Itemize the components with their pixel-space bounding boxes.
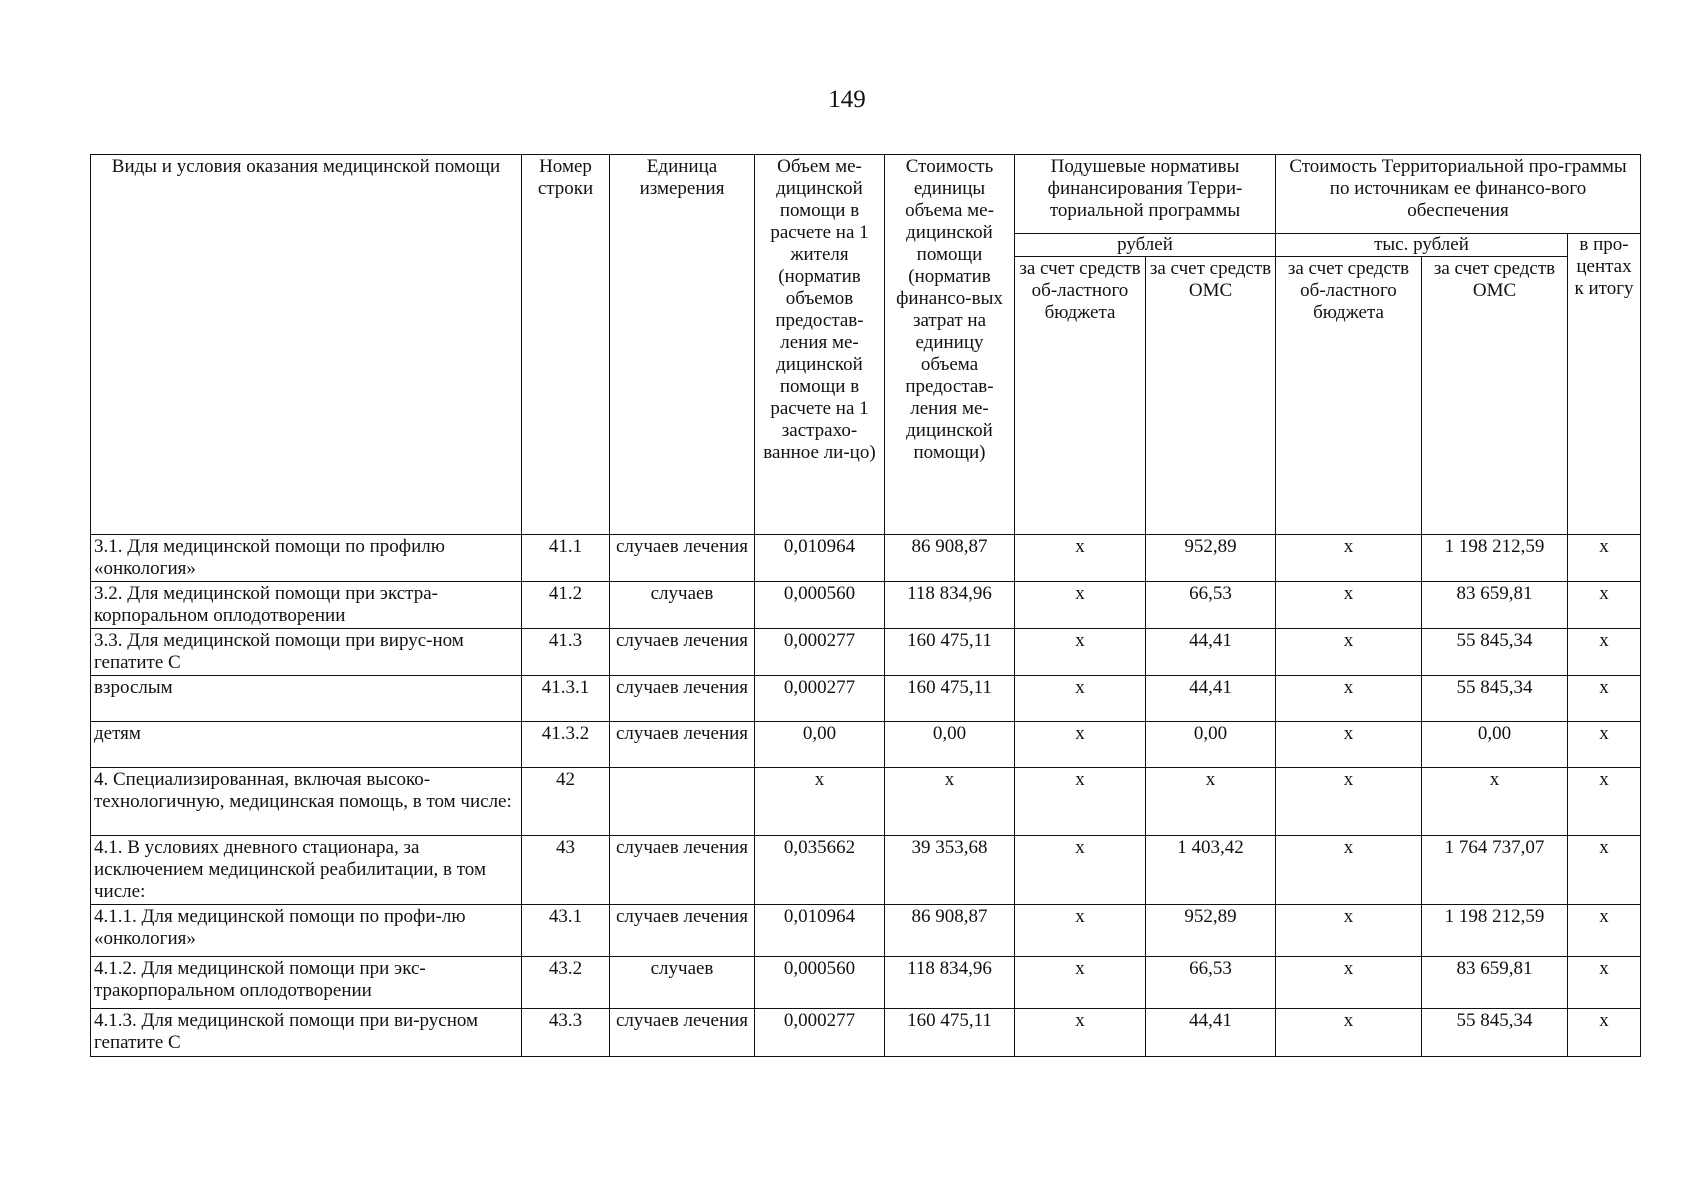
cell-cost-oms: х	[1422, 768, 1568, 836]
cell-volume: х	[755, 768, 885, 836]
table-row	[91, 957, 1641, 1009]
cell-unit: случаев	[610, 957, 755, 1009]
cell-name: взрослым	[91, 676, 522, 722]
page-number: 149	[828, 86, 866, 113]
cell-norm-oms: 66,53	[1146, 582, 1276, 629]
cell-norm-oms: 0,00	[1146, 722, 1276, 768]
cell-name: 4.1.3. Для медицинской помощи при ви-русном гепатите С	[91, 1009, 522, 1057]
cell-volume: 0,010964	[755, 535, 885, 582]
cell-norm-oms: 44,41	[1146, 629, 1276, 676]
cell-row-no: 41.3.1	[522, 676, 610, 722]
cell-percent: х	[1568, 836, 1641, 905]
cell-cost: 86 908,87	[885, 535, 1015, 582]
cell-cost-oms: 1 764 737,07	[1422, 836, 1568, 905]
header-norms-unit: рублей	[1015, 234, 1276, 257]
cell-unit	[610, 768, 755, 836]
cell-cost-regional: х	[1276, 582, 1422, 629]
cell-norm-oms: 952,89	[1146, 535, 1276, 582]
header-unit: Единица измерения	[610, 155, 755, 535]
cell-cost-oms: 0,00	[1422, 722, 1568, 768]
header-cost-oms: за счет средств ОМС	[1422, 257, 1568, 535]
cell-percent: х	[1568, 768, 1641, 836]
cell-norm-regional: х	[1015, 535, 1146, 582]
header-norm-oms: за счет средств ОМС	[1146, 257, 1276, 535]
cell-name: 4.1. В условиях дневного стационара, за исключением медицинской реабилитации, в том числе:	[91, 836, 522, 905]
cell-cost-regional: х	[1276, 1009, 1422, 1057]
cell-name: 4. Специализированная, включая высоко-технологичную, медицинская помощь, в том числе:	[91, 768, 522, 836]
header-type: Виды и условия оказания медицинской помощи	[91, 155, 522, 535]
cell-unit: случаев лечения	[610, 676, 755, 722]
cell-row-no: 42	[522, 768, 610, 836]
cell-cost-oms: 55 845,34	[1422, 1009, 1568, 1057]
cell-cost: 0,00	[885, 722, 1015, 768]
cell-cost-regional: х	[1276, 905, 1422, 957]
cell-norm-regional: х	[1015, 957, 1146, 1009]
header-percent: в про-центах к итогу	[1568, 234, 1641, 535]
cell-row-no: 43	[522, 836, 610, 905]
cell-percent: х	[1568, 1009, 1641, 1057]
cell-unit: случаев	[610, 582, 755, 629]
cell-cost-regional: х	[1276, 676, 1422, 722]
cell-norm-oms: 44,41	[1146, 676, 1276, 722]
medical-care-table	[90, 154, 1641, 1057]
table-row	[91, 629, 1641, 676]
table-row	[91, 768, 1641, 836]
header-row-no: Номер строки	[522, 155, 610, 535]
cell-percent: х	[1568, 957, 1641, 1009]
cell-row-no: 41.3.2	[522, 722, 610, 768]
cell-cost-oms: 1 198 212,59	[1422, 535, 1568, 582]
cell-volume: 0,035662	[755, 836, 885, 905]
cell-cost: х	[885, 768, 1015, 836]
header-group-cost: Стоимость Территориальной про-граммы по источникам ее финансо-вого обеспечения	[1276, 155, 1641, 234]
cell-volume: 0,000277	[755, 676, 885, 722]
cell-cost-oms: 83 659,81	[1422, 582, 1568, 629]
cell-row-no: 43.2	[522, 957, 610, 1009]
cell-volume: 0,00	[755, 722, 885, 768]
cell-norm-oms: 44,41	[1146, 1009, 1276, 1057]
cell-percent: х	[1568, 535, 1641, 582]
cell-cost: 86 908,87	[885, 905, 1015, 957]
cell-unit: случаев лечения	[610, 722, 755, 768]
header-cost-regional: за счет средств об-ластного бюджета	[1276, 257, 1422, 535]
cell-percent: х	[1568, 722, 1641, 768]
cell-cost: 160 475,11	[885, 676, 1015, 722]
cell-name: 3.2. Для медицинской помощи при экстра-корпоральном оплодотворении	[91, 582, 522, 629]
cell-norm-oms: х	[1146, 768, 1276, 836]
table-row	[91, 582, 1641, 629]
cell-unit: случаев лечения	[610, 629, 755, 676]
cell-cost: 39 353,68	[885, 836, 1015, 905]
cell-name: детям	[91, 722, 522, 768]
header-cost: Стоимость единицы объема ме-дицинской помощи (норматив финансо-вых затрат на единицу объема предостав-ления ме-дицинской помощи)	[885, 155, 1015, 535]
cell-norm-regional: х	[1015, 905, 1146, 957]
cell-cost: 160 475,11	[885, 629, 1015, 676]
cell-cost-oms: 55 845,34	[1422, 676, 1568, 722]
table-row	[91, 905, 1641, 957]
cell-unit: случаев лечения	[610, 535, 755, 582]
cell-percent: х	[1568, 905, 1641, 957]
cell-cost-regional: х	[1276, 722, 1422, 768]
cell-percent: х	[1568, 582, 1641, 629]
table-row	[91, 722, 1641, 768]
cell-norm-oms: 66,53	[1146, 957, 1276, 1009]
cell-norm-regional: х	[1015, 1009, 1146, 1057]
cell-row-no: 41.2	[522, 582, 610, 629]
cell-unit: случаев лечения	[610, 1009, 755, 1057]
cell-norm-regional: х	[1015, 582, 1146, 629]
cell-volume: 0,010964	[755, 905, 885, 957]
cell-row-no: 43.3	[522, 1009, 610, 1057]
table-row	[91, 836, 1641, 905]
cell-norm-regional: х	[1015, 768, 1146, 836]
cell-cost-oms: 1 198 212,59	[1422, 905, 1568, 957]
cell-cost: 118 834,96	[885, 582, 1015, 629]
table-row	[91, 1009, 1641, 1057]
cell-cost-regional: х	[1276, 836, 1422, 905]
cell-cost: 160 475,11	[885, 1009, 1015, 1057]
cell-percent: х	[1568, 676, 1641, 722]
cell-cost-oms: 55 845,34	[1422, 629, 1568, 676]
cell-name: 4.1.1. Для медицинской помощи по профи-лю «онкология»	[91, 905, 522, 957]
header-group-norms: Подушевые нормативы финансирования Терри-ториальной программы	[1015, 155, 1276, 234]
cell-name: 4.1.2. Для медицинской помощи при экс-тракорпоральном оплодотворении	[91, 957, 522, 1009]
header-norm-regional: за счет средств об-ластного бюджета	[1015, 257, 1146, 535]
cell-norm-oms: 952,89	[1146, 905, 1276, 957]
cell-cost-oms: 83 659,81	[1422, 957, 1568, 1009]
cell-volume: 0,000560	[755, 957, 885, 1009]
cell-cost-regional: х	[1276, 957, 1422, 1009]
header-volume: Объем ме-дицинской помощи в расчете на 1 жителя (норматив объемов предостав-ления ме-дицинской помощи в расчете на 1 застрахо-ванное ли-цо)	[755, 155, 885, 535]
cell-norm-oms: 1 403,42	[1146, 836, 1276, 905]
cell-unit: случаев лечения	[610, 905, 755, 957]
cell-norm-regional: х	[1015, 629, 1146, 676]
cell-norm-regional: х	[1015, 836, 1146, 905]
cell-row-no: 41.1	[522, 535, 610, 582]
cell-row-no: 43.1	[522, 905, 610, 957]
cell-volume: 0,000277	[755, 1009, 885, 1057]
cell-cost: 118 834,96	[885, 957, 1015, 1009]
cell-cost-regional: х	[1276, 768, 1422, 836]
cell-volume: 0,000277	[755, 629, 885, 676]
table-row	[91, 676, 1641, 722]
cell-name: 3.1. Для медицинской помощи по профилю «онкология»	[91, 535, 522, 582]
cell-norm-regional: х	[1015, 722, 1146, 768]
cell-volume: 0,000560	[755, 582, 885, 629]
header-cost-unit: тыс. рублей	[1276, 234, 1568, 257]
cell-row-no: 41.3	[522, 629, 610, 676]
cell-norm-regional: х	[1015, 676, 1146, 722]
cell-cost-regional: х	[1276, 535, 1422, 582]
cell-name: 3.3. Для медицинской помощи при вирус-ном гепатите С	[91, 629, 522, 676]
cell-unit: случаев лечения	[610, 836, 755, 905]
table-row	[91, 535, 1641, 582]
cell-percent: х	[1568, 629, 1641, 676]
cell-cost-regional: х	[1276, 629, 1422, 676]
